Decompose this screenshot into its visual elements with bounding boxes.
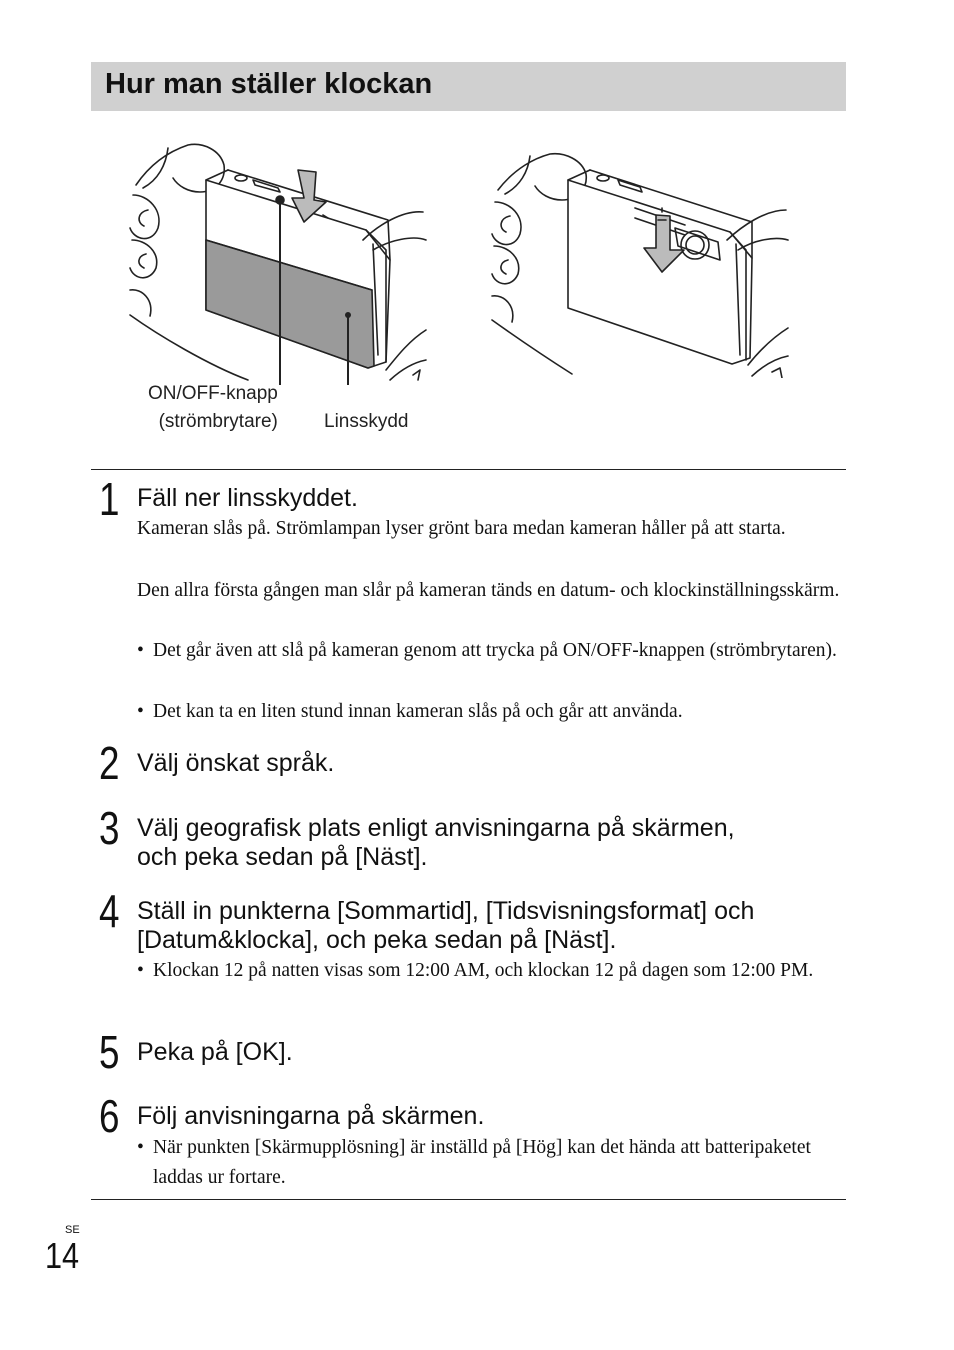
step-6-title: Följ anvisningarna på skärmen. [137, 1102, 485, 1130]
bottom-divider [91, 1199, 846, 1200]
step-4-bullet-1-text: Klockan 12 på natten visas som 12:00 AM, och klockan 12 på dagen som 12:00 PM. [153, 960, 814, 981]
step-2-title: Välj önskat språk. [137, 749, 335, 777]
step-1-bullet-1: • Det går även att slå på kameran genom att trycka på ON/OFF-knappen (strömbrytaren). [137, 640, 837, 661]
power-button-label-sub: (strömbrytare) [158, 411, 278, 432]
step-1-bullet-2: • Det kan ta en liten stund innan kameran slås på och går att använda. [137, 701, 683, 722]
step-1-number: 1 [99, 473, 120, 525]
step-6-number: 6 [99, 1090, 120, 1142]
step-3-title-line-1: Välj geografisk plats enligt anvisningarna på skärmen, [137, 814, 735, 842]
step-1-paragraph-2: Den allra första gången man slår på kameran tänds en datum- och klockinställningsskärm. [137, 580, 840, 601]
step-1-bullet-1-text: Det går även att slå på kameran genom att trycka på ON/OFF-knappen (strömbrytaren). [153, 640, 837, 661]
camera-power-on-illustration [128, 140, 428, 385]
top-divider [91, 469, 846, 470]
step-3-number: 3 [99, 802, 120, 854]
region-code: SE [65, 1224, 80, 1236]
step-6-bullet-1: • När punkten [Skärmupplösning] är inställd på [Hög] kan det hända att batteripaketet laddas ur fortare. [137, 1137, 811, 1188]
step-1-title: Fäll ner linsskyddet. [137, 484, 358, 512]
step-2-number: 2 [99, 737, 120, 789]
step-1-paragraph-1: Kameran slås på. Strömlampan lyser grönt bara medan kameran håller på att starta. [137, 518, 786, 539]
section-title: Hur man ställer klockan [105, 68, 433, 100]
step-5-number: 5 [99, 1026, 120, 1078]
camera-slide-cover-illustration [490, 150, 790, 378]
step-4-title-line-1: Ställ in punkterna [Sommartid], [Tidsvisningsformat] och [137, 897, 755, 925]
step-4-number: 4 [99, 885, 120, 937]
section-title-bar [91, 62, 846, 111]
step-5-title: Peka på [OK]. [137, 1038, 293, 1066]
step-3-title-line-2: och peka sedan på [Näst]. [137, 843, 428, 871]
step-4-title-line-2: [Datum&klocka], och peka sedan på [Näst]. [137, 926, 617, 954]
power-button-callout [148, 380, 278, 436]
power-button-label: ON/OFF-knapp [148, 383, 278, 404]
step-1-bullet-2-text: Det kan ta en liten stund innan kameran slås på och går att använda. [153, 701, 683, 722]
step-4-bullet-1: • Klockan 12 på natten visas som 12:00 AM, och klockan 12 på dagen som 12:00 PM. [137, 960, 814, 981]
lens-cover-callout: Linsskydd [324, 411, 409, 432]
page-number: 14 [45, 1235, 80, 1276]
step-6-bullet-1-text: När punkten [Skärmupplösning] är inställd på [Hög] kan det hända att batteripaketet laddas ur fortare. [153, 1137, 811, 1188]
